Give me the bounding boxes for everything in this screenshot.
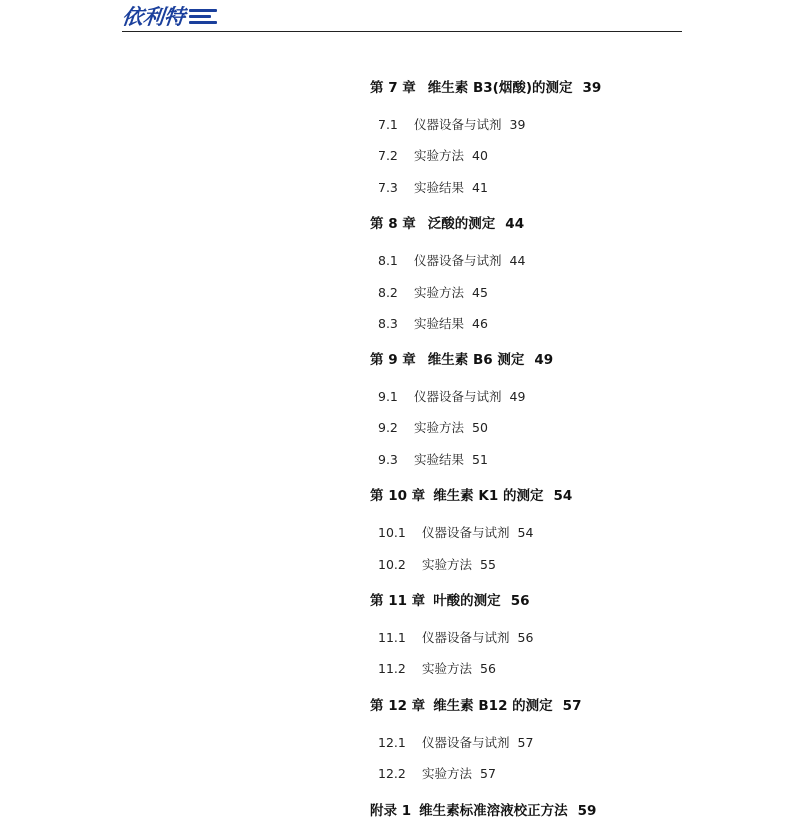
section-number: 8.2 [378, 285, 398, 300]
section-title: 实验方法 [414, 420, 465, 435]
section-number: 12.1 [378, 735, 406, 750]
toc-section-12-1[interactable] [378, 734, 533, 752]
section-number: 8.1 [378, 253, 398, 268]
toc-appendix-1[interactable] [370, 802, 596, 820]
section-number: 8.3 [378, 316, 398, 331]
triple-bar-logo-icon [189, 7, 217, 27]
toc-section-7-1[interactable] [378, 116, 525, 134]
appendix-page: 59 [577, 803, 597, 819]
chapter-page: 39 [582, 80, 602, 96]
chapter-title: 维生素 B6 测定 [427, 352, 525, 368]
header-divider [122, 31, 682, 32]
toc-section-8-1[interactable] [378, 252, 525, 270]
section-title: 仪器设备与试剂 [414, 389, 502, 404]
section-title: 仪器设备与试剂 [422, 630, 510, 645]
section-page: 55 [480, 557, 496, 572]
logo-text: 依利特 [120, 5, 187, 29]
section-title: 仪器设备与试剂 [422, 735, 510, 750]
chapter-label: 第 11 章 [370, 593, 426, 609]
toc-section-7-3[interactable] [378, 179, 488, 197]
toc-section-12-2[interactable] [378, 765, 496, 783]
section-title: 实验方法 [414, 285, 465, 300]
toc-section-10-2[interactable] [378, 556, 496, 574]
section-page: 57 [480, 766, 496, 781]
section-page: 57 [517, 735, 534, 750]
toc-section-9-1[interactable] [378, 388, 525, 406]
chapter-page: 54 [553, 488, 573, 504]
section-page: 45 [472, 285, 488, 300]
section-page: 41 [472, 180, 488, 195]
section-title: 仪器设备与试剂 [414, 117, 502, 132]
page-header [0, 0, 800, 40]
section-title: 实验方法 [414, 148, 465, 163]
section-title: 实验方法 [422, 766, 473, 781]
section-page: 39 [509, 117, 526, 132]
chapter-page: 44 [505, 216, 525, 232]
section-number: 9.1 [378, 389, 398, 404]
appendix-title: 维生素标准溶液校正方法 [419, 803, 568, 819]
toc-section-11-2[interactable] [378, 660, 496, 678]
section-page: 49 [509, 389, 526, 404]
toc-chapter-7[interactable] [370, 79, 601, 97]
chapter-title: 维生素 B12 的测定 [433, 698, 553, 714]
chapter-title: 叶酸的测定 [433, 593, 501, 609]
toc-chapter-8[interactable] [370, 215, 524, 233]
toc-chapter-12[interactable] [370, 697, 581, 715]
chapter-page: 57 [562, 698, 582, 714]
section-title: 仪器设备与试剂 [414, 253, 502, 268]
section-number: 7.3 [378, 180, 398, 195]
toc-section-8-3[interactable] [378, 315, 488, 333]
toc-section-9-3[interactable] [378, 451, 488, 469]
chapter-title: 泛酸的测定 [427, 216, 496, 232]
section-number: 9.2 [378, 420, 398, 435]
section-number: 12.2 [378, 766, 406, 781]
section-number: 9.3 [378, 452, 398, 467]
chapter-label: 第 8 章 [370, 216, 416, 232]
toc-section-10-1[interactable] [378, 524, 533, 542]
section-number: 11.1 [378, 630, 406, 645]
toc-section-9-2[interactable] [378, 419, 488, 437]
section-title: 实验结果 [414, 180, 465, 195]
toc-chapter-9[interactable] [370, 351, 553, 369]
toc-chapter-11[interactable] [370, 592, 529, 610]
chapter-label: 第 10 章 [370, 488, 426, 504]
section-title: 实验结果 [414, 452, 465, 467]
chapter-label: 第 9 章 [370, 352, 416, 368]
chapter-title: 维生素 K1 的测定 [433, 488, 544, 504]
toc-section-7-2[interactable] [378, 147, 488, 165]
section-page: 50 [472, 420, 488, 435]
toc-chapter-10[interactable] [370, 487, 572, 505]
section-title: 实验方法 [422, 661, 473, 676]
section-page: 56 [480, 661, 496, 676]
section-number: 7.2 [378, 148, 398, 163]
section-page: 44 [509, 253, 526, 268]
chapter-title: 维生素 B3(烟酸)的测定 [427, 80, 573, 96]
section-title: 实验方法 [422, 557, 473, 572]
section-page: 51 [472, 452, 488, 467]
section-page: 56 [517, 630, 534, 645]
section-title: 实验结果 [414, 316, 465, 331]
section-number: 7.1 [378, 117, 398, 132]
chapter-label: 第 12 章 [370, 698, 426, 714]
section-page: 54 [517, 525, 534, 540]
toc-section-11-1[interactable] [378, 629, 533, 647]
section-title: 仪器设备与试剂 [422, 525, 510, 540]
chapter-label: 第 7 章 [370, 80, 416, 96]
section-number: 10.2 [378, 557, 406, 572]
appendix-label: 附录 1 [370, 803, 412, 819]
section-number: 11.2 [378, 661, 406, 676]
chapter-page: 56 [510, 593, 530, 609]
section-number: 10.1 [378, 525, 406, 540]
toc-section-8-2[interactable] [378, 284, 488, 302]
section-page: 40 [472, 148, 488, 163]
chapter-page: 49 [534, 352, 554, 368]
section-page: 46 [472, 316, 488, 331]
company-logo [122, 4, 217, 30]
